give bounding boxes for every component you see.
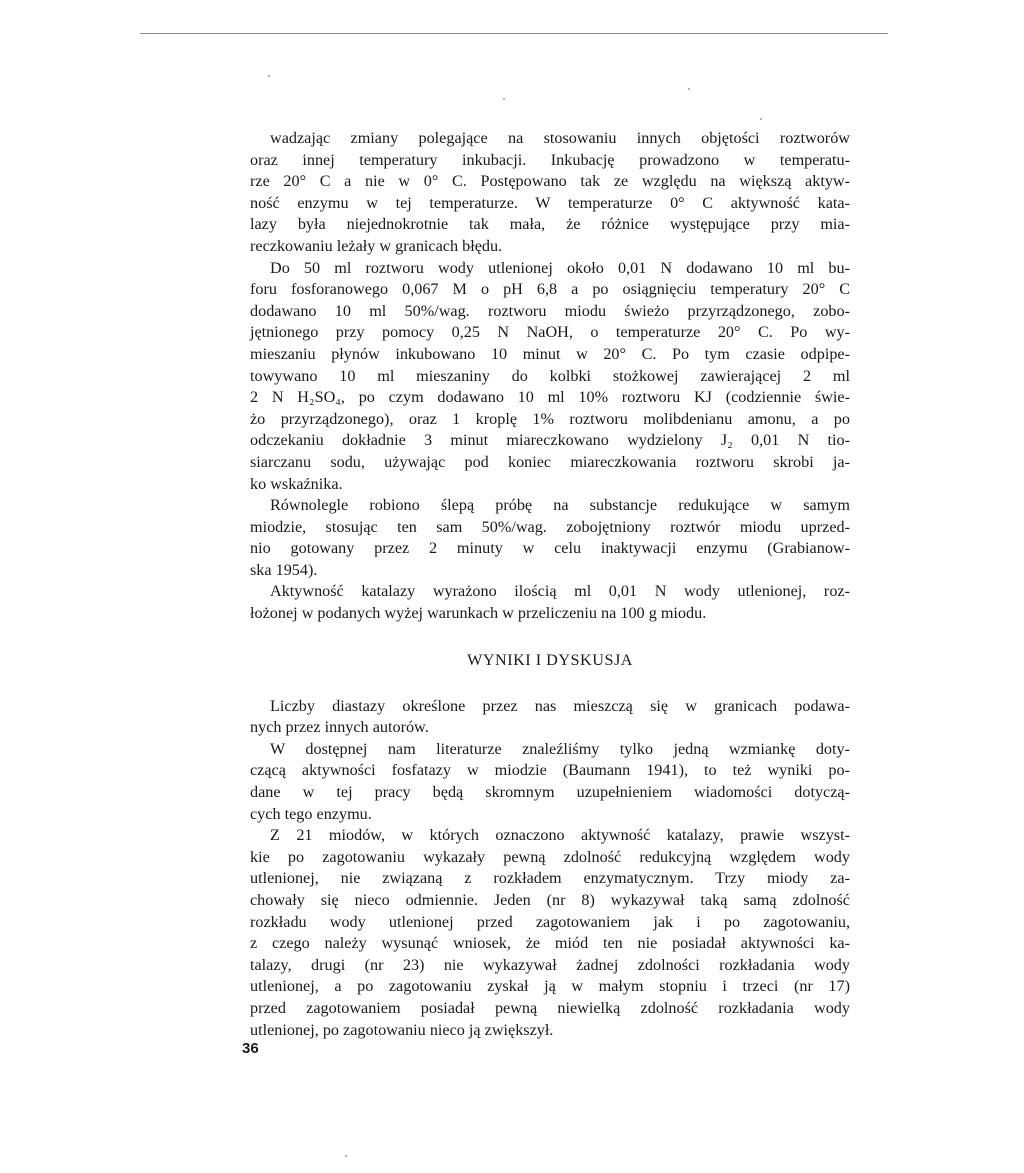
paragraph <box>250 581 850 624</box>
text-line: Aktywność katalazy wyrażono ilością ml 0,01 N wody utlenionej, roz- <box>270 582 850 601</box>
scan-speck <box>688 88 690 90</box>
text-line: z czego należy wysunąć wniosek, że miód ten nie posiadał aktywności ka- <box>250 934 850 953</box>
text-line: Z 21 miodów, w których oznaczono aktywność katalazy, prawie wszyst- <box>270 826 850 845</box>
text-line: rze 20° C a nie w 0° C. Postępowano tak ze względu na większą aktyw- <box>250 172 850 191</box>
text-line: towywano 10 ml mieszaniny do kolbki stożkowej zawierającej 2 ml <box>250 366 850 385</box>
text-line: utlenionej, a po zagotowaniu zyskał ją w małym stopniu i trzeci (nr 17) <box>250 977 850 996</box>
paragraph <box>250 495 850 581</box>
text-line: miodzie, stosując ten sam 50%/wag. zobojętniony roztwór miodu uprzed- <box>250 517 850 536</box>
paragraph <box>250 696 850 739</box>
paragraph <box>250 739 850 825</box>
text-line: przed zagotowaniem posiadał pewną niewielką zdolność rozkładania wody <box>250 998 850 1017</box>
paragraph <box>250 825 850 1041</box>
text-line: utlenionej, po zagotowaniu nieco ją zwiększył. <box>250 1020 554 1039</box>
text-line: lazy była niejednokrotnie tak mała, że różnice występujące przy mia- <box>250 215 850 234</box>
text-line: siarczanu sodu, używając pod koniec miareczkowania roztworu skrobi ja- <box>250 452 850 471</box>
text-line: chowały się nieco odmiennie. Jeden (nr 8) wykazywał taką samą zdolność <box>250 891 850 909</box>
text-line: czącą aktywności fosfatazy w miodzie (Baumann 1941), to też wyniki po- <box>250 761 850 780</box>
results-section <box>250 696 850 1042</box>
scan-speck <box>760 118 762 120</box>
page-number: 36 <box>242 1040 259 1057</box>
text-line: wadzając zmiany polegające na stosowaniu innych objętości roztworów <box>270 129 850 147</box>
text-line: nych przez innych autorów. <box>250 718 429 737</box>
text-line: żo przyrządzonego), oraz 1 kroplę 1% roztworu molibdenianu amonu, a po <box>250 409 850 428</box>
text-line: Do 50 ml roztworu wody utlenionej około 0,01 N dodawano 10 ml bu- <box>270 258 850 277</box>
text-line: mieszaniu płynów inkubowano 10 minut w 20° C. Po tym czasie odpipe- <box>250 344 850 363</box>
text-line: foru fosforanowego 0,067 M o pH 6,8 a po osiągnięciu temperatury 20° C <box>250 280 850 299</box>
text-line: cych tego enzymu. <box>250 804 372 823</box>
scan-speck <box>503 98 505 100</box>
paragraph <box>250 128 850 258</box>
scan-speck <box>268 75 270 77</box>
section-heading: WYNIKI I DYSKUSJA <box>467 650 633 669</box>
text-line: Liczby diastazy określone przez nas mieszczą się w granicach podawa- <box>270 696 850 715</box>
text-line: Równolegle robiono ślepą próbę na substancje redukujące w samym <box>270 496 850 515</box>
text-line: nio gotowany przez 2 minuty w celu inaktywacji enzymu (Grabianow- <box>250 539 850 558</box>
text-line: dane w tej pracy będą skromnym uzupełnieniem wiadomości dotyczą- <box>250 783 850 802</box>
text-line: ska 1954). <box>250 560 318 579</box>
paragraph <box>250 258 850 496</box>
text-line: jętnionego przy pomocy 0,25 N NaOH, o temperaturze 20° C. Po wy- <box>250 323 850 342</box>
top-rule <box>140 33 888 34</box>
text-line: reczkowaniu leżały w granicach błędu. <box>250 236 503 255</box>
text-line: talazy, drugi (nr 23) nie wykazywał żadnej zdolności rozkładania wody <box>250 955 850 974</box>
body-text <box>250 128 850 1041</box>
text-line: ność enzymu w tej temperaturze. W temperaturze 0° C aktywność kata- <box>250 193 850 212</box>
text-line: utlenionej, nie związaną z rozkładem enzymatycznym. Trzy miody za- <box>250 869 850 888</box>
text-line: ko wskaźnika. <box>250 474 343 493</box>
text-line: W dostępnej nam literaturze znaleźliśmy tylko jedną wzmiankę doty- <box>270 739 850 758</box>
text-line: dodawano 10 ml 50%/wag. roztworu miodu świeżo przyrządzonego, zobo- <box>250 301 850 320</box>
methods-section <box>250 128 850 625</box>
text-line: oraz innej temperatury inkubacji. Inkubację prowadzono w temperatu- <box>250 150 850 169</box>
text-line: odczekaniu dokładnie 3 minut miareczkowano wydzielony J₂ 0,01 N tio- <box>250 431 850 450</box>
text-line: łożonej w podanych wyżej warunkach w przeliczeniu na 100 g miodu. <box>250 604 707 623</box>
text-line: rozkładu wody utlenionej przed zagotowaniem jak i po zagotowaniu, <box>250 912 850 931</box>
scan-speck <box>345 1155 347 1157</box>
text-line: kie po zagotowaniu wykazały pewną zdolność redukcyjną względem wody <box>250 847 850 866</box>
text-line: 2 N H₂SO₄, po czym dodawano 10 ml 10% roztworu KJ (codziennie świe- <box>250 388 850 407</box>
